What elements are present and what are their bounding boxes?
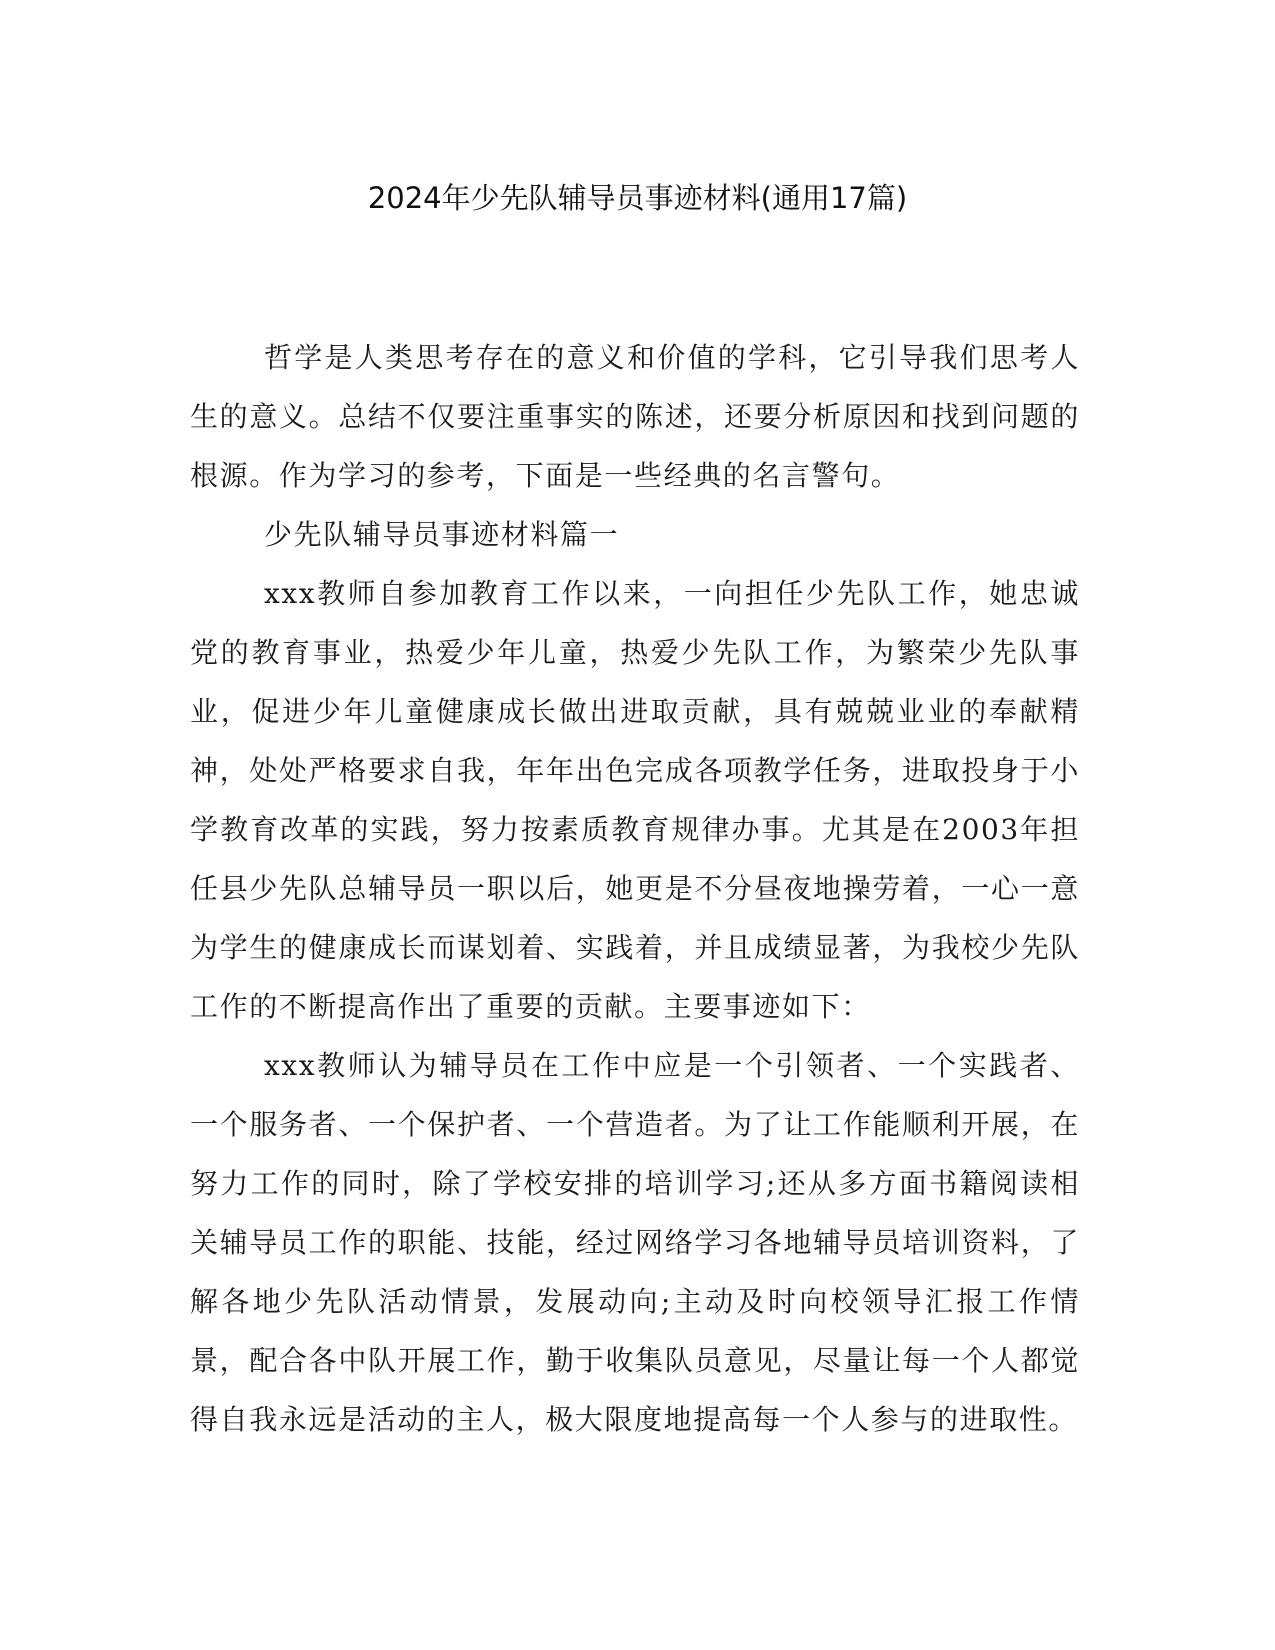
paragraph-story-2: xxx教师认为辅导员在工作中应是一个引领者、一个实践者、一个服务者、一个保护者、一个营造者。为了让工作能顺利开展，在努力工作的同时，除了学校安排的培训学习;还从多方面书籍阅读相关辅导员工作的职能、技能，经过网络学习各地辅导员培训资料，了解各地少先队活动情景，发展动向;主动及时向校领导汇报工作情景，配合各中队开展工作，勤于收集队员意见，尽量让每一个人都觉得自我永远是活动的主人，极大限度地提高每一个人参与的进取性。: [190, 1049, 1080, 1436]
paragraph-story-1: xxx教师自参加教育工作以来，一向担任少先队工作，她忠诚党的教育事业，热爱少年儿童，热爱少先队工作，为繁荣少先队事业，促进少年儿童健康成长做出进取贡献，具有兢兢业业的奉献精神，处处严格要求自我，年年出色完成各项教学任务，进取投身于小学教育改革的实践，努力按素质教育规律办事。尤其是在2003年担任县少先队总辅导员一职以后，她更是不分昼夜地操劳着，一心一意为学生的健康成长而谋划着、实践着，并且成绩显著，为我校少先队工作的不断提高作出了重要的贡献。主要事迹如下：: [190, 577, 1080, 1023]
paragraph-intro: 哲学是人类思考存在的意义和价值的学科，它引导我们思考人生的意义。总结不仅要注重事实的陈述，还要分析原因和找到问题的根源。作为学习的参考，下面是一些经典的名言警句。: [190, 341, 1080, 492]
section-heading: 少先队辅导员事迹材料篇一: [264, 518, 620, 551]
document-body: [190, 328, 1080, 1449]
document-title: 2024年少先队辅导员事迹材料(通用17篇): [367, 181, 908, 215]
